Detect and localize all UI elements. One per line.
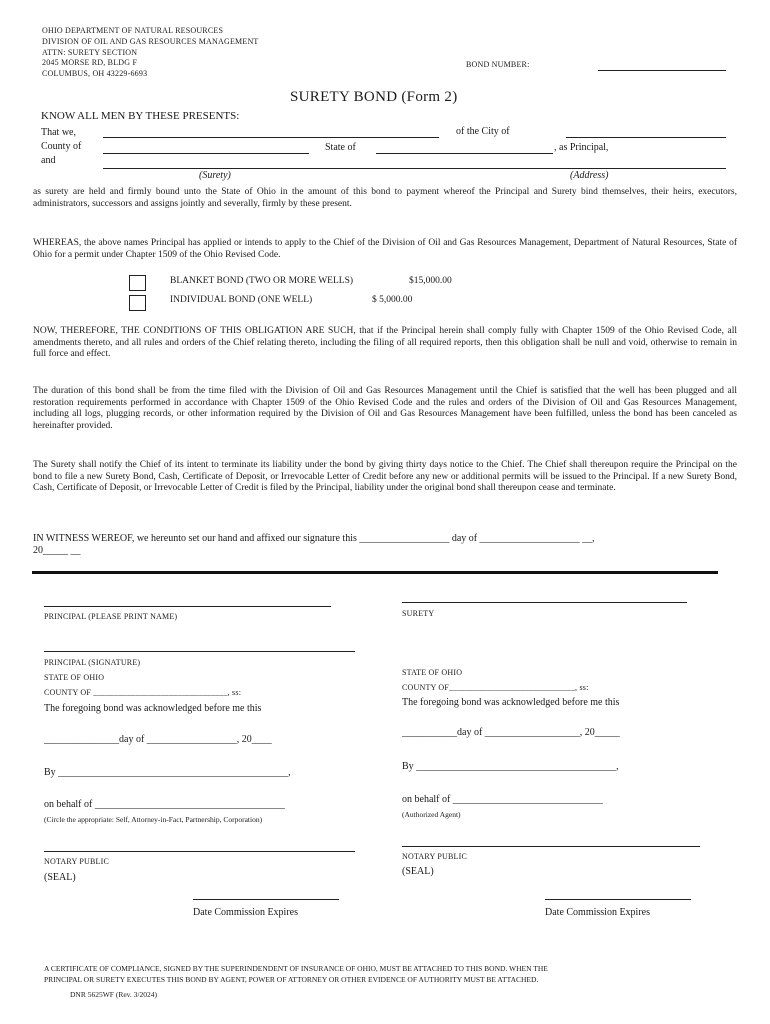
agency-line1: OHIO DEPARTMENT OF NATURAL RESOURCES [42, 26, 224, 35]
left-commission-label: Date Commission Expires [193, 907, 298, 918]
attn-line: ATTN: SURETY SECTION [42, 48, 138, 57]
individual-bond-checkbox[interactable] [129, 295, 146, 311]
witness-line-1: IN WITNESS WEREOF, we hereunto set our hand and affixed our signature this __________________ day of ____________________ __, [33, 533, 595, 544]
left-county-label: COUNTY OF ________________________________, ss: [44, 688, 242, 697]
bond-number-label: BOND NUMBER: [466, 60, 530, 69]
principal-signature-label: PRINCIPAL (SIGNATURE) [44, 658, 141, 667]
surety-caption: (Surety) [199, 170, 231, 181]
right-by-line: By ________________________________________, [402, 761, 619, 772]
blanket-bond-amount: $15,000.00 [409, 276, 452, 286]
right-notary-label: NOTARY PUBLIC [402, 852, 468, 861]
state-field[interactable] [376, 153, 553, 154]
city-label: of the City of [456, 126, 510, 137]
right-seal-label: (SEAL) [402, 866, 434, 877]
right-acknowledged-text: The foregoing bond was acknowledged before me this [402, 697, 620, 708]
left-by-line: By ______________________________________________, [44, 767, 291, 778]
left-notary-label: NOTARY PUBLIC [44, 857, 110, 866]
county-field[interactable] [103, 153, 309, 154]
surety-address-field[interactable] [103, 168, 726, 169]
blanket-bond-checkbox[interactable] [129, 275, 146, 291]
street-line: 2045 MORSE RD, BLDG F [42, 58, 138, 67]
principal-print-field[interactable] [44, 606, 331, 607]
witness-line-2: 20_____ __ [33, 545, 81, 556]
principal-name-field[interactable] [103, 137, 439, 138]
authorized-agent-label: (Authorized Agent) [402, 810, 461, 819]
left-day-of-line: _______________day of __________________, 20____ [44, 734, 272, 745]
right-behalf-line: on behalf of ______________________________ [402, 794, 603, 805]
city-field[interactable] [566, 137, 726, 138]
surety-paragraph: as surety are held and firmly bound unto the State of Ohio in the amount of this bond to payment whereof the Principal and Surety bind themselves, their heirs, executors, administrators, successors and assigns jointly and severally, firmly by these present. [33, 187, 737, 209]
and-label: and [41, 155, 56, 166]
agency-line2: DIVISION OF OIL AND GAS RESOURCES MANAGEMENT [42, 37, 259, 46]
now-therefore-paragraph: NOW, THEREFORE, THE CONDITIONS OF THIS OBLIGATION ARE SUCH, that if the Principal herein shall comply fully with Chapter 1509 of the Ohio Revised Code, all amendments thereto, and all rules and orders of the Chief relating thereto, including the filing of all required reports, then this obligation shall be null and void, otherwise to remain in full force and effect. [33, 326, 737, 359]
individual-bond-label: INDIVIDUAL BOND (ONE WELL) [170, 295, 313, 305]
left-seal-label: (SEAL) [44, 872, 76, 883]
circle-appropriate-note: (Circle the appropriate: Self, Attorney-in-Fact, Partnership, Corporation) [44, 815, 263, 824]
as-principal-label: , as Principal, [554, 142, 609, 153]
left-notary-signature-field[interactable] [44, 851, 355, 852]
duration-paragraph: The duration of this bond shall be from the time filed with the Division of Oil and Gas Resources Management until the Chief is satisfied that the well has been plugged and all restoration requirements performed in accordance with Chapter 1509 of the Ohio Revised Code and the rules and orders of the Division of Oil and Gas Resources Management, including all logs, plugging records, or other information required by the Division of Oil and Gas Resources Management have been fulfilled, unless the bond has been canceled as hereinafter provided. [33, 386, 737, 431]
right-county-label: COUNTY OF______________________________, ss: [402, 683, 589, 692]
that-we-label: That we, [41, 127, 76, 138]
right-day-of-line: ___________day of ___________________, 20_____ [402, 727, 620, 738]
surety-signature-field[interactable] [402, 602, 687, 603]
bond-number-field[interactable] [598, 70, 726, 71]
individual-bond-amount: $ 5,000.00 [372, 295, 413, 305]
left-behalf-line: on behalf of ______________________________________ [44, 799, 285, 810]
city-line: COLUMBUS, OH 43229-6693 [42, 69, 148, 78]
form-id: DNR 5625WF (Rev. 3/2024) [70, 990, 158, 999]
whereas-paragraph: WHEREAS, the above names Principal has applied or intends to apply to the Chief of the Division of Oil and Gas Resources Management, Department of Natural Resources, State of Ohio for a permit under Chapter 1509 of the Ohio Revised Code. [33, 238, 737, 260]
left-commission-field[interactable] [193, 899, 339, 900]
left-acknowledged-text: The foregoing bond was acknowledged before me this [44, 703, 262, 714]
certificate-notice-line2: PRINCIPAL OR SURETY EXECUTES THIS BOND BY AGENT, POWER OF ATTORNEY OR OTHER EVIDENCE OF AUTHORITY MUST BE ATTACHED. [44, 975, 539, 984]
surety-label: SURETY [402, 609, 435, 618]
certificate-notice-line1: A CERTIFICATE OF COMPLIANCE, SIGNED BY THE SUPERINDENDENT OF INSURANCE OF OHIO, MUST BE ATTACHED TO THIS BOND. WHEN THE [44, 964, 548, 973]
blanket-bond-label: BLANKET BOND (TWO OR MORE WELLS) [170, 276, 354, 286]
left-state-label: STATE OF OHIO [44, 673, 105, 682]
state-label: State of [325, 142, 356, 153]
notify-paragraph: The Surety shall notify the Chief of its intent to terminate its liability under the bond by giving thirty days notice to the Chief. The Chief shall thereupon require the Principal on the bond to file a new Surety Bond, Cash, Certificate of Deposit, or Irrevocable Letter of Credit before any new or additional permits will be issued to the Principal. If a new Surety Bond, Cash, Certificate of Deposit, or Irrevocable Letter of Credit is filed by the Principal, liability under the original bond shall thereupon cease and terminate. [33, 460, 737, 493]
right-state-label: STATE OF OHIO [402, 668, 463, 677]
principal-print-label: PRINCIPAL (PLEASE PRINT NAME) [44, 612, 178, 621]
right-commission-field[interactable] [545, 899, 691, 900]
county-label: County of [41, 141, 82, 152]
presents-heading: KNOW ALL MEN BY THESE PRESENTS: [41, 110, 240, 122]
principal-signature-field[interactable] [44, 651, 355, 652]
form-title: SURETY BOND (Form 2) [290, 89, 458, 105]
section-divider [32, 571, 718, 574]
address-caption: (Address) [570, 170, 609, 181]
right-commission-label: Date Commission Expires [545, 907, 650, 918]
right-notary-signature-field[interactable] [402, 846, 700, 847]
